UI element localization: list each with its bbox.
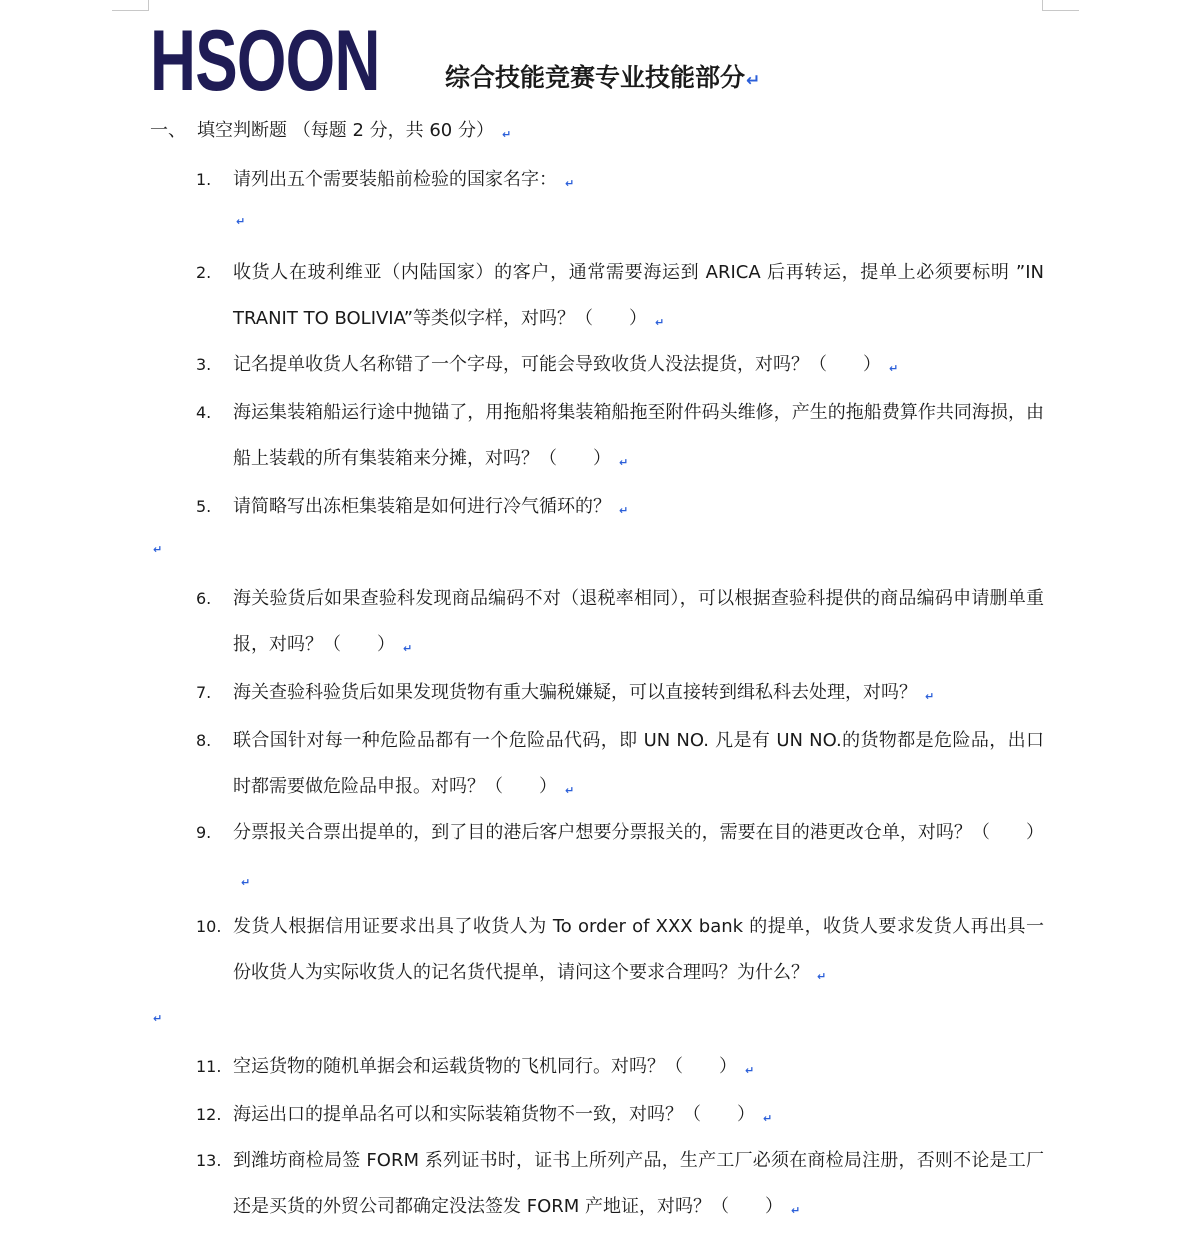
- question-12: [196, 1092, 1056, 1142]
- question-number: 13.: [196, 1151, 222, 1170]
- question-1: [196, 157, 1056, 207]
- paragraph-mark-icon: ↵: [153, 1012, 163, 1025]
- question-1-text: 请列出五个需要装船前检验的国家名字：: [233, 169, 557, 190]
- crop-mark-top-right: [1042, 0, 1079, 11]
- paragraph-mark-icon: ↵: [565, 177, 575, 190]
- question-10: [196, 904, 1056, 1000]
- question-text: [233, 390, 1044, 486]
- question-8: [196, 718, 1056, 814]
- return-mark-icon: ↵: [746, 71, 761, 91]
- question-13-text: 到潍坊商检局签 FORM 系列证书时，证书上所列产品，生产工厂必须在商检局注册，否则不论是工厂还是买货的外贸公司都确定没法签发 FORM 产地证，对吗？（ ）: [233, 1150, 1044, 1217]
- question-text: [233, 1138, 1044, 1234]
- paragraph-mark-icon: ↵: [236, 215, 246, 228]
- question-number: 6.: [196, 589, 212, 608]
- question-5-text: 请简略写出冻柜集装箱是如何进行冷气循环的？: [233, 496, 611, 517]
- section-number: 一、: [150, 120, 186, 141]
- question-6: [196, 576, 1056, 672]
- question-text: [233, 670, 1044, 720]
- question-number: 9.: [196, 823, 212, 842]
- question-10-text: 发货人根据信用证要求出具了收货人为 To order of XXX bank 的提单，收货人要求发货人再出具一份收货人为实际收货人的记名货代提单，请问这个要求合理吗？为什么？: [233, 916, 1044, 983]
- question-text: [233, 157, 1044, 207]
- question-text: [233, 1044, 1044, 1094]
- document-title-text: 综合技能竞赛专业技能部分: [445, 63, 746, 92]
- paragraph-mark-icon: ↵: [791, 1204, 801, 1217]
- question-7-text: 海关查验科验货后如果发现货物有重大骗税嫌疑，可以直接转到缉私科去处理，对吗？: [233, 682, 917, 703]
- question-number: 12.: [196, 1105, 222, 1124]
- company-logo: HSOON: [150, 13, 380, 109]
- document-title: [445, 62, 760, 97]
- paragraph-mark-icon: ↵: [241, 876, 251, 889]
- question-text: [233, 718, 1044, 814]
- question-4-text: 海运集装箱船运行途中抛锚了，用拖船将集装箱船拖至附件码头维修，产生的拖船费算作共同海损，由船上装载的所有集装箱来分摊，对吗？（ ）: [233, 402, 1044, 469]
- paragraph-mark-icon: ↵: [763, 1112, 773, 1125]
- paragraph-mark-icon: ↵: [817, 970, 827, 983]
- question-3-text: 记名提单收货人名称错了一个字母，可能会导致收货人没法提货，对吗？（ ）: [233, 354, 881, 375]
- question-number: 1.: [196, 170, 212, 189]
- question-text: [233, 342, 1044, 392]
- paragraph-mark-icon: ↵: [619, 504, 629, 517]
- paragraph-mark-icon: ↵: [925, 690, 935, 703]
- question-text: [233, 484, 1044, 534]
- question-6-text: 海关验货后如果查验科发现商品编码不对（退税率相同），可以根据查验科提供的商品编码申请删单重报，对吗？（ ）: [233, 588, 1044, 655]
- question-number: 8.: [196, 731, 212, 750]
- paragraph-mark-icon: ↵: [745, 1064, 755, 1077]
- paragraph-mark-icon: ↵: [619, 456, 629, 469]
- question-5: [196, 484, 1056, 534]
- question-text: [233, 576, 1044, 672]
- paragraph-mark-icon: ↵: [501, 128, 512, 141]
- question-11: [196, 1044, 1056, 1094]
- question-number: 7.: [196, 683, 212, 702]
- question-2-text: 收货人在玻利维亚（内陆国家）的客户，通常需要海运到 ARICA 后再转运，提单上必须要标明 ”IN TRANIT TO BOLIVIA”等类似字样，对吗？（ ）: [233, 262, 1044, 329]
- paragraph-mark-icon: ↵: [153, 543, 163, 556]
- paragraph-mark-icon: ↵: [565, 784, 575, 797]
- question-number: 5.: [196, 497, 212, 516]
- question-number: 11.: [196, 1057, 222, 1076]
- question-text: [233, 250, 1044, 346]
- question-12-text: 海运出口的提单品名可以和实际装箱货物不一致，对吗？（ ）: [233, 1104, 755, 1125]
- question-11-text: 空运货物的随机单据会和运载货物的飞机同行。对吗？（ ）: [233, 1056, 737, 1077]
- question-text: [233, 810, 1044, 906]
- question-text: [233, 904, 1044, 1000]
- section-heading: [150, 117, 511, 149]
- question-7: [196, 670, 1056, 720]
- question-8-text: 联合国针对每一种危险品都有一个危险品代码，即 UN NO. 凡是有 UN NO.的货物都是危险品，出口时都需要做危险品申报。对吗？（ ）: [233, 730, 1044, 797]
- question-3: [196, 342, 1056, 392]
- question-9-text: 分票报关合票出提单的，到了目的港后客户想要分票报关的，需要在目的港更改仓单，对吗？（ ）: [233, 822, 1044, 843]
- question-number: 2.: [196, 263, 212, 282]
- question-number: 4.: [196, 403, 212, 422]
- question-2: [196, 250, 1056, 346]
- question-9: [196, 810, 1056, 906]
- question-13: [196, 1138, 1056, 1234]
- crop-mark-top-left: [112, 0, 149, 11]
- paragraph-mark-icon: ↵: [889, 362, 899, 375]
- question-number: 10.: [196, 917, 222, 936]
- question-4: [196, 390, 1056, 486]
- section-label: 填空判断题 （每题 2 分，共 60 分）: [197, 120, 494, 141]
- question-number: 3.: [196, 355, 212, 374]
- paragraph-mark-icon: ↵: [403, 642, 413, 655]
- question-text: [233, 1092, 1044, 1142]
- paragraph-mark-icon: ↵: [655, 316, 665, 329]
